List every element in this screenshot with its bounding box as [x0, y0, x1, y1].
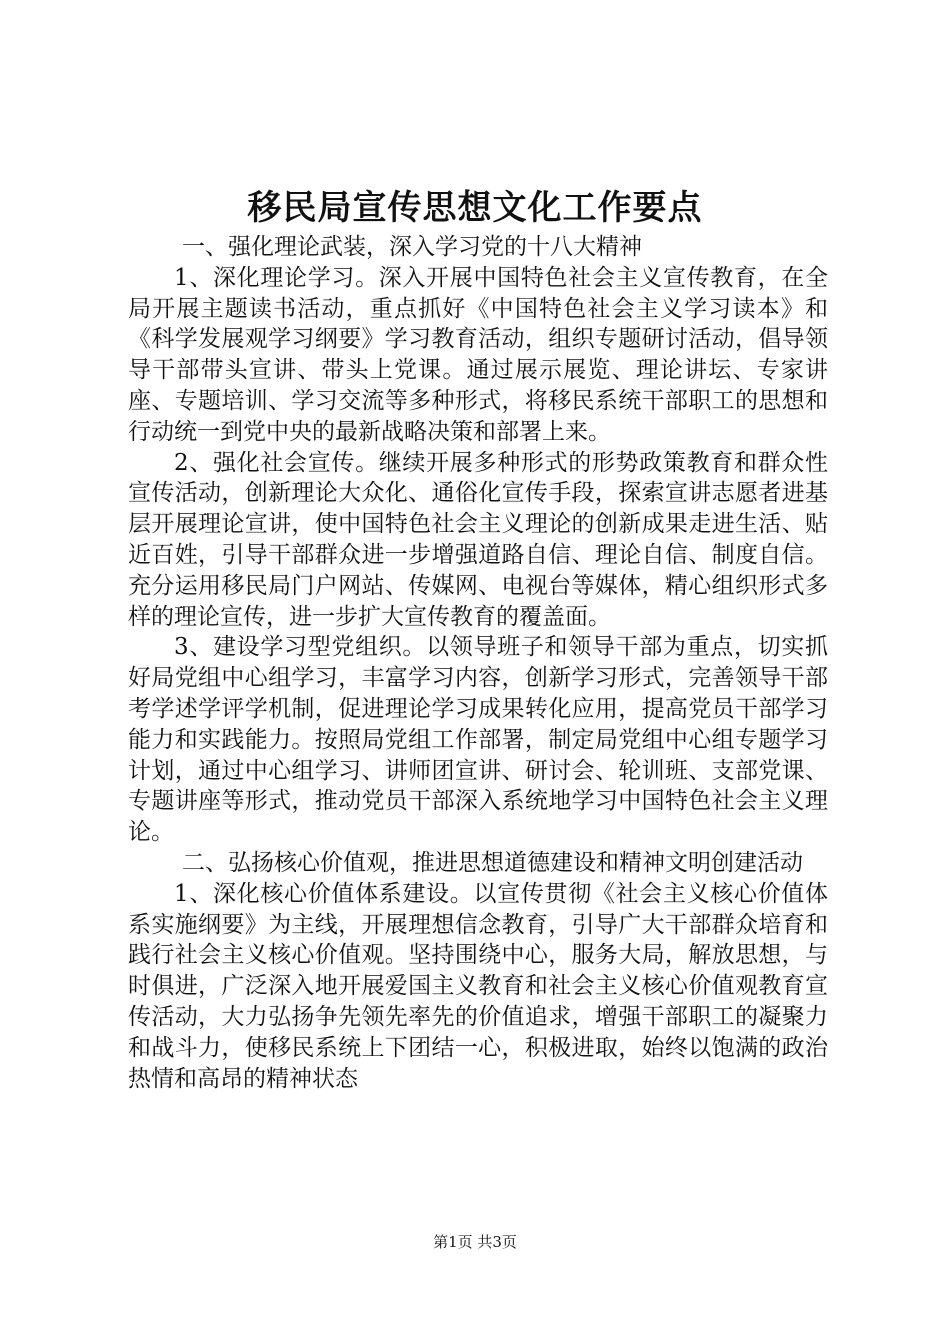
document-title: 移民局宣传思想文化工作要点 [247, 188, 703, 228]
document-body [128, 232, 828, 1094]
section-heading-1: 一、强化理论武装，深入学习党的十八大精神 [182, 234, 642, 260]
paragraph-1-1: 1、深化理论学习。深入开展中国特色社会主义宣传教育，在全局开展主题读书活动，重点抓好《中国特色社会主义学习读本》和《科学发展观学习纲要》学习教育活动，组织专题研讨活动，倡导领导干部带头宣讲、带头上党课。通过展示展览、理论讲坛、专家讲座、专题培训、学习交流等多种形式，将移民系统干部职工的思想和行动统一到党中央的最新战略决策和部署上来。 [128, 264, 828, 445]
page-number-footer: 第1页 共3页 [433, 1233, 517, 1251]
paragraph-1-2: 2、强化社会宣传。继续开展多种形式的形势政策教育和群众性宣传活动，创新理论大众化、通俗化宣传手段，探索宣讲志愿者进基层开展理论宣讲，使中国特色社会主义理论的创新成果走进生活、贴近百姓，引导干部群众进一步增强道路自信、理论自信、制度自信。充分运用移民局门户网站、传媒网、电视台等媒体，精心组织形式多样的理论宣传，进一步扩大宣传教育的覆盖面。 [128, 449, 828, 630]
section-heading-2: 二、弘扬核心价值观，推进思想道德建设和精神文明创建活动 [182, 849, 803, 876]
paragraph-2-1: 1、深化核心价值体系建设。以宣传贯彻《社会主义核心价值体系实施纲要》为主线，开展理想信念教育，引导广大干部群众培育和践行社会主义核心价值观。坚持围绕中心，服务大局，解放思想，与时俱进，广泛深入地开展爱国主义教育和社会主义核心价值观教育宣传活动，大力弘扬争先领先率先的价值追求，增强干部职工的凝聚力和战斗力，使移民系统上下团结一心，积极进取，始终以饱满的政治热情和高昂的精神状态 [128, 880, 828, 1092]
paragraph-1-3: 3、建设学习型党组织。以领导班子和领导干部为重点，切实抓好局党组中心组学习，丰富学习内容，创新学习形式，完善领导干部考学述学评学机制，促进理论学习成果转化应用，提高党员干部学习能力和实践能力。按照局党组工作部署，制定局党组中心组专题学习计划，通过中心组学习、讲师团宣讲、研讨会、轮训班、支部党课、专题讲座等形式，推动党员干部深入系统地学习中国特色社会主义理论。 [128, 634, 828, 846]
